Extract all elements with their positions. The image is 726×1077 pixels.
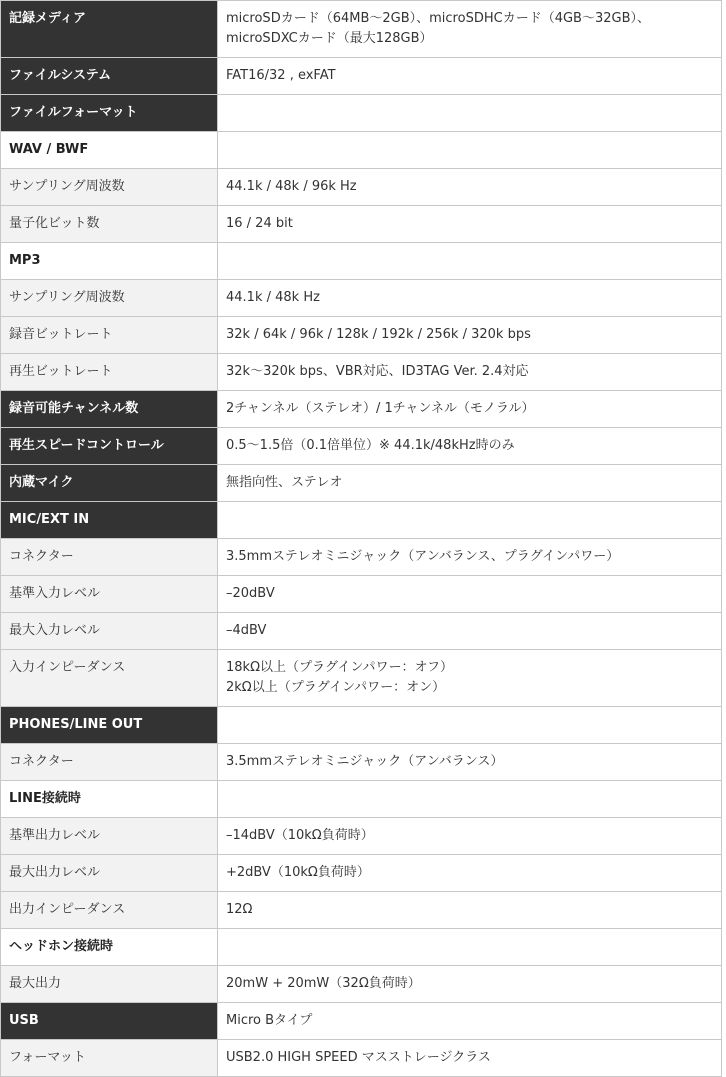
spec-value-line: –14dBV（10kΩ負荷時） <box>226 828 374 843</box>
spec-value-cell <box>218 650 722 707</box>
spec-value-line: 20mW + 20mW（32Ω負荷時） <box>226 976 421 991</box>
spec-label-cell <box>1 465 218 502</box>
spec-value-cell <box>218 744 722 781</box>
spec-value <box>226 95 713 131</box>
spec-section-row <box>1 1 722 58</box>
spec-value-cell <box>218 1040 722 1077</box>
spec-label-cell <box>1 539 218 576</box>
spec-label: 記録メディア <box>9 11 86 26</box>
spec-label-cell <box>1 781 218 818</box>
spec-section-row <box>1 95 722 132</box>
spec-value-cell <box>218 613 722 650</box>
spec-value-cell <box>218 818 722 855</box>
spec-label: サンプリング周波数 <box>9 290 125 305</box>
spec-value-line: 2チャンネル（ステレオ）/ 1チャンネル（モノラル） <box>226 401 535 416</box>
spec-label-cell <box>1 280 218 317</box>
spec-value <box>226 576 713 612</box>
spec-label: サンプリング周波数 <box>9 179 125 194</box>
spec-value-cell <box>218 132 722 169</box>
spec-label-cell <box>1 317 218 354</box>
spec-value-line: 44.1k / 48k Hz <box>226 290 320 305</box>
spec-value <box>226 58 713 94</box>
spec-label: USB <box>9 1013 39 1028</box>
spec-value <box>226 539 713 575</box>
spec-value-cell <box>218 966 722 1003</box>
spec-value-cell <box>218 280 722 317</box>
spec-section-row <box>1 391 722 428</box>
spec-item-row <box>1 206 722 243</box>
spec-label-cell <box>1 354 218 391</box>
spec-item-row <box>1 317 722 354</box>
spec-section-row <box>1 428 722 465</box>
spec-value-cell <box>218 317 722 354</box>
spec-value <box>226 280 713 316</box>
spec-item-row <box>1 892 722 929</box>
spec-value <box>226 650 713 706</box>
spec-section-row <box>1 502 722 539</box>
spec-label: ヘッドホン接続時 <box>9 939 114 954</box>
spec-value-line: FAT16/32 , exFAT <box>226 68 336 83</box>
spec-item-row <box>1 539 722 576</box>
spec-label: コネクター <box>9 549 74 564</box>
spec-value-line: 32k〜320k bps、VBR対応、ID3TAG Ver. 2.4対応 <box>226 364 529 379</box>
spec-label: 録音可能チャンネル数 <box>9 401 139 416</box>
spec-value-line: microSDカード（64MB〜2GB）、microSDHCカード（4GB〜32GB）、 <box>226 11 650 26</box>
spec-label-cell <box>1 502 218 539</box>
spec-value <box>226 707 713 743</box>
spec-label-cell <box>1 1 218 58</box>
spec-value <box>226 966 713 1002</box>
spec-value-line: 2kΩ以上（プラグインパワー：オン） <box>226 680 446 695</box>
spec-label: WAV / BWF <box>9 142 89 157</box>
spec-value <box>226 243 713 279</box>
spec-label-cell <box>1 428 218 465</box>
spec-value-line: 3.5mmステレオミニジャック（アンバランス、プラグインパワー） <box>226 549 620 564</box>
spec-subsection-row <box>1 929 722 966</box>
spec-value <box>226 317 713 353</box>
spec-value-line: +2dBV（10kΩ負荷時） <box>226 865 370 880</box>
spec-item-row <box>1 576 722 613</box>
spec-item-row <box>1 354 722 391</box>
spec-label-cell <box>1 966 218 1003</box>
spec-value <box>226 1003 713 1039</box>
spec-section-row <box>1 58 722 95</box>
spec-value <box>226 1 713 57</box>
spec-value-cell <box>218 169 722 206</box>
spec-label-cell <box>1 855 218 892</box>
spec-value <box>226 169 713 205</box>
spec-value <box>226 502 713 538</box>
spec-value-cell <box>218 428 722 465</box>
spec-section-row <box>1 1003 722 1040</box>
spec-label: 再生ビットレート <box>9 364 113 379</box>
spec-label: MP3 <box>9 253 41 268</box>
spec-value-cell <box>218 892 722 929</box>
spec-value <box>226 855 713 891</box>
spec-value-cell <box>218 391 722 428</box>
spec-label-cell <box>1 576 218 613</box>
spec-label-cell <box>1 744 218 781</box>
spec-value <box>226 744 713 780</box>
spec-label-cell <box>1 650 218 707</box>
spec-label: 入力インピーダンス <box>9 660 126 675</box>
spec-item-row <box>1 744 722 781</box>
spec-item-row <box>1 966 722 1003</box>
spec-value <box>226 892 713 928</box>
spec-subsection-row <box>1 781 722 818</box>
spec-subsection-row <box>1 243 722 280</box>
spec-value-cell <box>218 502 722 539</box>
spec-label: ファイルフォーマット <box>9 105 138 120</box>
spec-label-cell <box>1 206 218 243</box>
spec-label-cell <box>1 132 218 169</box>
spec-label-cell <box>1 1003 218 1040</box>
spec-value-cell <box>218 95 722 132</box>
spec-value-cell <box>218 354 722 391</box>
spec-value-line: microSDXCカード（最大128GB） <box>226 31 433 46</box>
spec-section-row <box>1 707 722 744</box>
spec-value-cell <box>218 539 722 576</box>
spec-value-line: 16 / 24 bit <box>226 216 293 231</box>
spec-value-cell <box>218 707 722 744</box>
spec-value <box>226 1040 713 1076</box>
spec-value-line: 12Ω <box>226 902 253 917</box>
spec-value-line: 3.5mmステレオミニジャック（アンバランス） <box>226 754 504 769</box>
spec-label-cell <box>1 818 218 855</box>
spec-label: 量子化ビット数 <box>9 216 100 231</box>
spec-label: 最大出力レベル <box>9 865 101 880</box>
spec-label-cell <box>1 243 218 280</box>
spec-value <box>226 428 713 464</box>
spec-value-line: –20dBV <box>226 586 275 601</box>
spec-value-line: 無指向性、ステレオ <box>226 475 343 490</box>
spec-value-cell <box>218 929 722 966</box>
spec-value-line: Micro Bタイプ <box>226 1013 313 1028</box>
spec-value-cell <box>218 465 722 502</box>
spec-label: PHONES/LINE OUT <box>9 717 143 732</box>
spec-value-cell <box>218 243 722 280</box>
spec-value <box>226 391 713 427</box>
spec-label-cell <box>1 95 218 132</box>
spec-value <box>226 132 713 168</box>
spec-label: 最大出力 <box>9 976 62 991</box>
spec-value-cell <box>218 576 722 613</box>
spec-value-cell <box>218 58 722 95</box>
spec-value-line: 44.1k / 48k / 96k Hz <box>226 179 357 194</box>
spec-value <box>226 206 713 242</box>
spec-label: 基準入力レベル <box>9 586 101 601</box>
spec-value <box>226 781 713 817</box>
spec-item-row <box>1 169 722 206</box>
spec-label: コネクター <box>9 754 74 769</box>
spec-label-cell <box>1 58 218 95</box>
spec-item-row <box>1 280 722 317</box>
spec-label: 録音ビットレート <box>9 327 113 342</box>
spec-table-body <box>1 1 722 1077</box>
spec-value-line: 0.5〜1.5倍（0.1倍単位）※ 44.1k/48kHz時のみ <box>226 438 515 453</box>
spec-label: フォーマット <box>9 1050 86 1065</box>
spec-item-row <box>1 855 722 892</box>
spec-label: 基準出力レベル <box>9 828 101 843</box>
spec-value-line: –4dBV <box>226 623 267 638</box>
spec-value <box>226 465 713 501</box>
spec-item-row <box>1 650 722 707</box>
spec-label-cell <box>1 892 218 929</box>
spec-label: MIC/EXT IN <box>9 512 90 527</box>
spec-label: ファイルシステム <box>9 68 112 83</box>
spec-item-row <box>1 613 722 650</box>
spec-label: LINE接続時 <box>9 791 81 806</box>
spec-section-row <box>1 465 722 502</box>
spec-label: 再生スピードコントロール <box>9 438 164 453</box>
spec-value-line: 32k / 64k / 96k / 128k / 192k / 256k / 320k bps <box>226 327 531 342</box>
spec-label-cell <box>1 169 218 206</box>
spec-item-row <box>1 818 722 855</box>
spec-value-cell <box>218 781 722 818</box>
spec-label: 出力インピーダンス <box>9 902 126 917</box>
spec-value <box>226 613 713 649</box>
spec-value-cell <box>218 1003 722 1040</box>
spec-subsection-row <box>1 132 722 169</box>
spec-label-cell <box>1 1040 218 1077</box>
spec-value <box>226 354 713 390</box>
spec-value-line: USB2.0 HIGH SPEED マスストレージクラス <box>226 1050 491 1065</box>
spec-value-cell <box>218 1 722 58</box>
spec-label: 内蔵マイク <box>9 475 74 490</box>
spec-label-cell <box>1 707 218 744</box>
spec-label: 最大入力レベル <box>9 623 101 638</box>
spec-label-cell <box>1 613 218 650</box>
spec-value-line: 18kΩ以上（プラグインパワー：オフ） <box>226 660 454 675</box>
spec-value-cell <box>218 855 722 892</box>
spec-value <box>226 929 713 965</box>
spec-label-cell <box>1 391 218 428</box>
spec-label-cell <box>1 929 218 966</box>
spec-value <box>226 818 713 854</box>
spec-item-row <box>1 1040 722 1077</box>
spec-value-cell <box>218 206 722 243</box>
